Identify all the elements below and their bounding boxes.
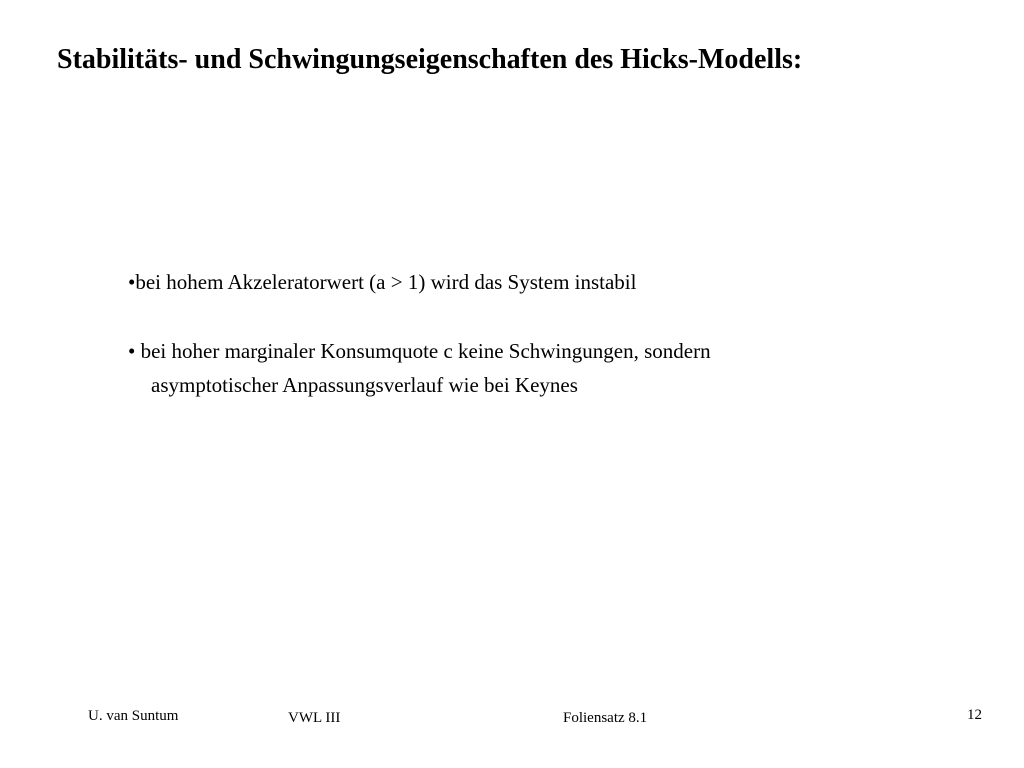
footer-slide-set: Foliensatz 8.1 [563,710,648,726]
bullet-item-consumption-continuation: asymptotischer Anpassungsverlauf wie bei Keynes [151,373,578,397]
footer-course: VWL III [288,710,341,726]
footer-author: U. van Suntum [88,708,179,724]
bullet-item-consumption: • bei hoher marginaler Konsumquote c keine Schwingungen, sondern [128,339,711,363]
slide-title: Stabilitäts- und Schwingungseigenschaften des Hicks-Modells: [57,44,803,75]
bullet-item-instability: •bei hohem Akzeleratorwert (a > 1) wird das System instabil [128,270,637,294]
footer-page-number: 12 [967,707,982,723]
